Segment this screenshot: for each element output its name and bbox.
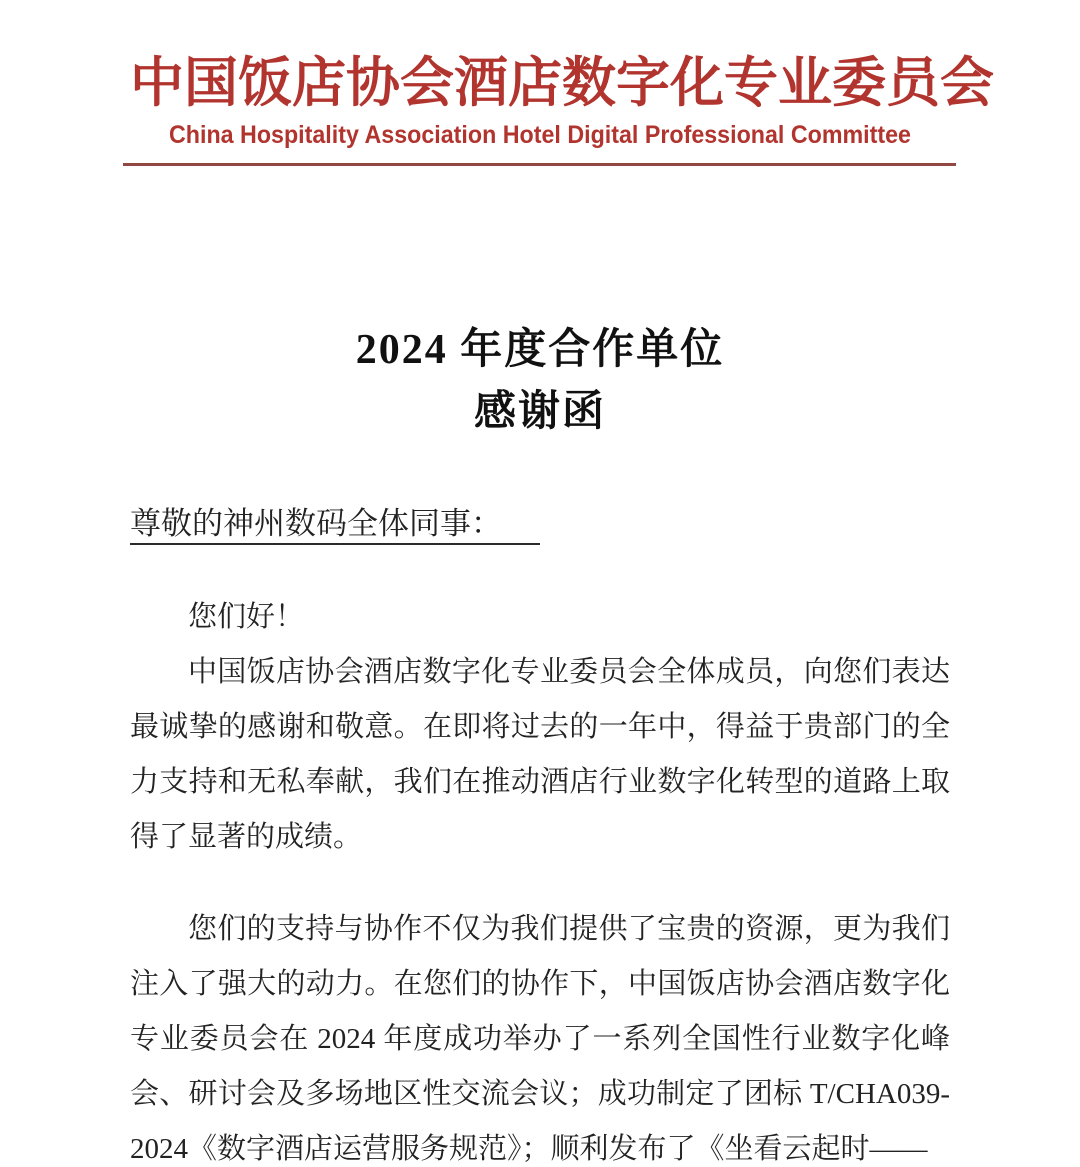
document-title: [0, 319, 1080, 443]
salutation-line: [130, 496, 950, 551]
letterhead-title-en: China Hospitality Association Hotel Digital Professional Committee: [169, 121, 911, 149]
document-title-line1: 2024 年度合作单位: [355, 327, 725, 373]
salutation: 尊敬的神州数码全体同事：: [130, 506, 540, 545]
letter-body: [130, 496, 950, 1167]
greeting: 您们好！: [188, 601, 305, 633]
letterhead: [130, 0, 994, 166]
document-title-line2: 感谢函: [473, 389, 606, 435]
paragraph-2: 您们的支持与协作不仅为我们提供了宝贵的资源，更为我们注入了强大的动力。在您们的协作下，中国饭店协会酒店数字化专业委员会在 2024 年度成功举办了一系列全国性行业数字化峰会、研讨会及多场地区性交流会议；成功制定了团标 T/CHA039-2024《数字酒店运营服务规范》；顺利发布了《坐看云起时——: [130, 913, 950, 1165]
letterhead-title-zh: 中国饭店协会酒店数字化专业委员会: [130, 53, 994, 113]
paragraph-1: 中国饭店协会酒店数字化专业委员会全体成员，向您们表达最诚挚的感谢和敬意。在即将过去的一年中，得益于贵部门的全力支持和无私奉献，我们在推动酒店行业数字化转型的道路上取得了显著的成绩。: [130, 656, 950, 853]
letterhead-divider: [123, 163, 956, 166]
